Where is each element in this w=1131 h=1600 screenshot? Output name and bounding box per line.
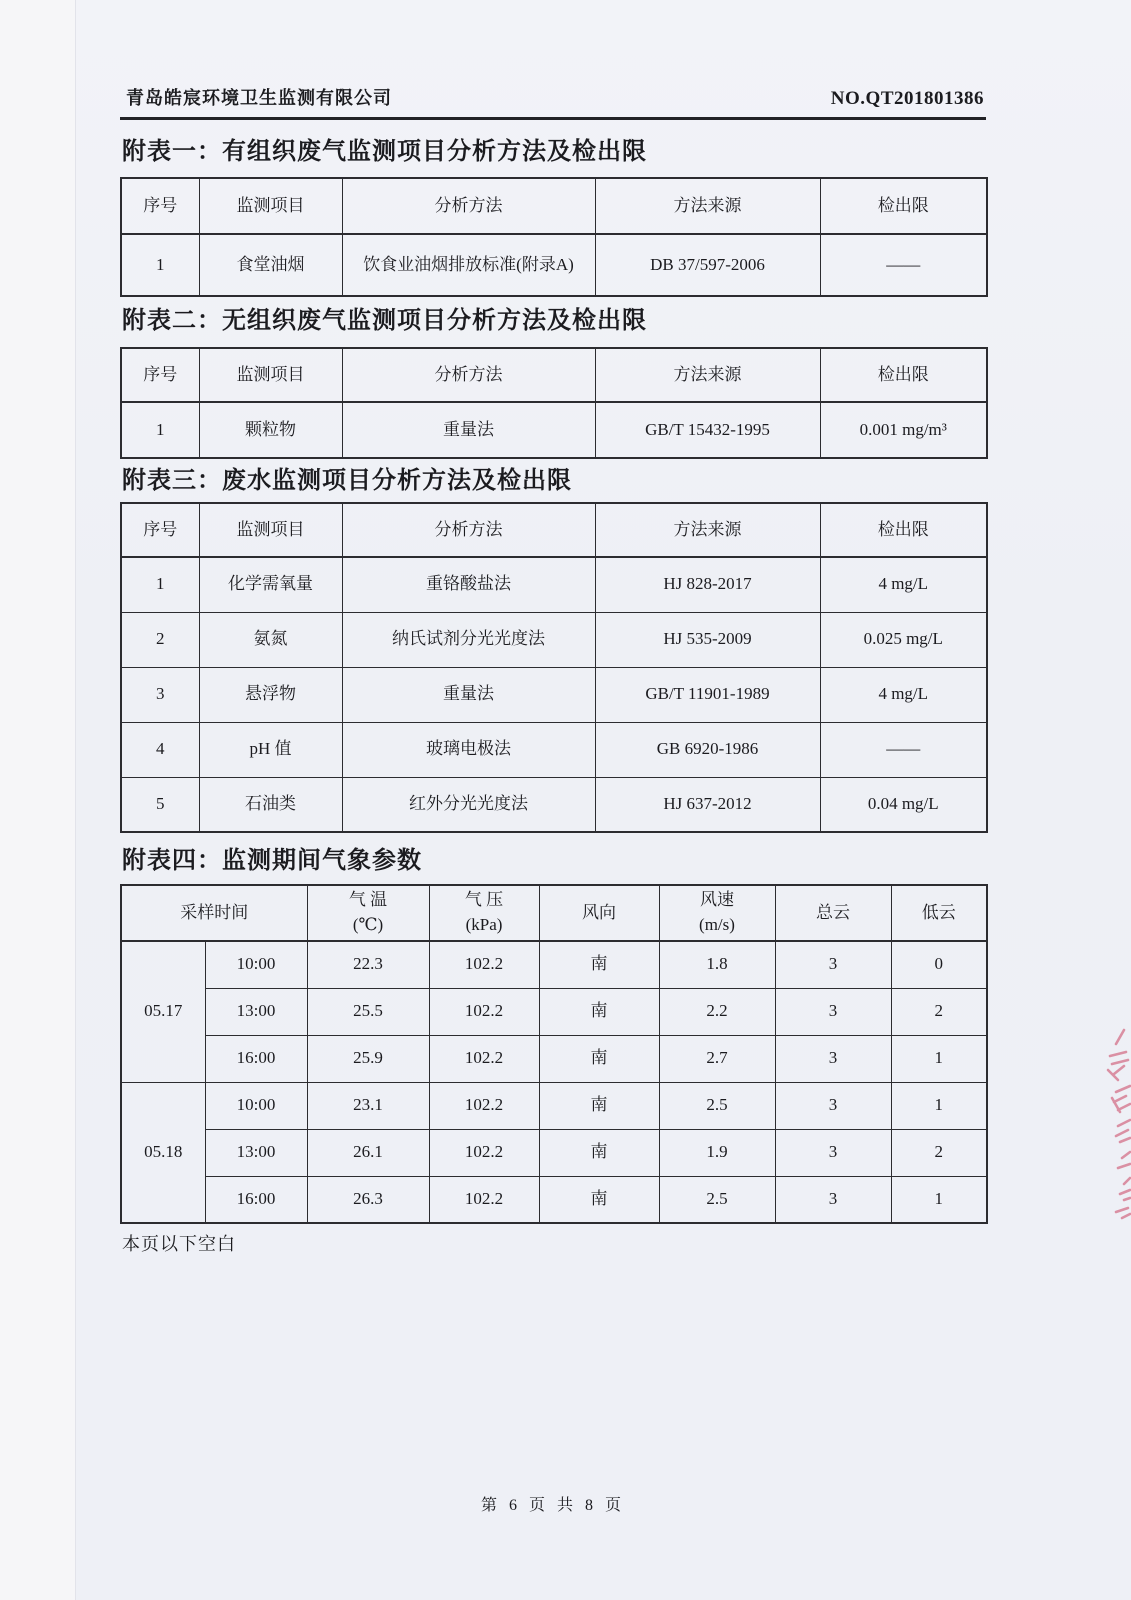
table-cell: 4 mg/L (820, 667, 987, 722)
table-cell: 102.2 (429, 941, 539, 988)
col-header-low-cloud: 低云 (891, 885, 987, 941)
table-cell: 10:00 (205, 941, 307, 988)
col-header-temperature (307, 885, 429, 941)
col-header-limit: 检出限 (820, 348, 987, 402)
table3-row (121, 557, 987, 612)
table3-header-row (121, 503, 987, 557)
col-header-total-cloud: 总云 (775, 885, 891, 941)
table4-title: 附表四：监测期间气象参数 (122, 847, 422, 874)
table-cell: 石油类 (199, 777, 342, 832)
table-cell: 23.1 (307, 1082, 429, 1129)
table4-meteorological (120, 884, 988, 1224)
table1-organized-gas (120, 177, 988, 297)
table-cell: 102.2 (429, 1035, 539, 1082)
table-cell: 红外分光光度法 (342, 777, 595, 832)
table1-row (121, 234, 987, 296)
table3-wastewater (120, 502, 988, 833)
header-line: 气 温 (348, 890, 388, 910)
table-cell: pH 值 (199, 722, 342, 777)
col-header-source: 方法来源 (595, 348, 820, 402)
header-line: (℃) (352, 915, 384, 934)
table-cell: 2 (891, 988, 987, 1035)
table-cell: 1 (121, 234, 199, 296)
table-cell: —— (820, 234, 987, 296)
table-cell: 22.3 (307, 941, 429, 988)
table-cell: DB 37/597-2006 (595, 234, 820, 296)
table-cell: 重铬酸盐法 (342, 557, 595, 612)
col-header-wind-direction: 风向 (539, 885, 659, 941)
table-cell: 0.025 mg/L (820, 612, 987, 667)
table-cell: 3 (775, 941, 891, 988)
table-cell: 0 (891, 941, 987, 988)
col-header-wind-speed (659, 885, 775, 941)
col-header-method: 分析方法 (342, 348, 595, 402)
table-cell: 南 (539, 1176, 659, 1223)
table-cell: 化学需氧量 (199, 557, 342, 612)
table-cell: 3 (775, 988, 891, 1035)
header-line: (kPa) (465, 915, 503, 934)
table-cell: 3 (775, 1082, 891, 1129)
col-header-item: 监测项目 (199, 178, 342, 234)
table-cell: 102.2 (429, 1082, 539, 1129)
blank-below-note: 本页以下空白 (122, 1234, 236, 1254)
table-cell: 饮食业油烟排放标准(附录A) (342, 234, 595, 296)
table-cell: 1 (891, 1035, 987, 1082)
table-cell: 南 (539, 1082, 659, 1129)
table3-row (121, 777, 987, 832)
document-content (120, 84, 986, 1256)
table-cell: HJ 828-2017 (595, 557, 820, 612)
page-number-footer: 第 6 页 共 8 页 (480, 1497, 625, 1514)
date-cell: 05.18 (121, 1082, 205, 1223)
table-cell: 0.001 mg/m³ (820, 402, 987, 458)
table-cell: 2 (121, 612, 199, 667)
table-cell: 纳氏试剂分光光度法 (342, 612, 595, 667)
table2-row (121, 402, 987, 458)
table-cell: HJ 535-2009 (595, 612, 820, 667)
table-cell: 25.9 (307, 1035, 429, 1082)
table-cell: 南 (539, 1129, 659, 1176)
table1-title: 附表一：有组织废气监测项目分析方法及检出限 (122, 138, 647, 165)
table4-row (121, 1176, 987, 1223)
table-cell: 1 (891, 1176, 987, 1223)
table-cell: 食堂油烟 (199, 234, 342, 296)
table-cell: 1 (121, 557, 199, 612)
date-cell: 05.17 (121, 941, 205, 1082)
document-header (120, 84, 986, 120)
col-header-limit: 检出限 (820, 503, 987, 557)
table3-row (121, 667, 987, 722)
table-cell: 13:00 (205, 988, 307, 1035)
table-cell: 26.3 (307, 1176, 429, 1223)
col-header-index: 序号 (121, 348, 199, 402)
col-header-limit: 检出限 (820, 178, 987, 234)
table-cell: GB/T 11901-1989 (595, 667, 820, 722)
table-cell: GB 6920-1986 (595, 722, 820, 777)
table-cell: HJ 637-2012 (595, 777, 820, 832)
table-cell: 1 (891, 1082, 987, 1129)
table4-row (121, 1082, 987, 1129)
table-cell: 4 (121, 722, 199, 777)
table-cell: 南 (539, 988, 659, 1035)
table-cell: 3 (775, 1176, 891, 1223)
table-cell: 4 mg/L (820, 557, 987, 612)
header-line: 气 压 (464, 890, 504, 910)
col-header-item: 监测项目 (199, 503, 342, 557)
table-cell: 2.5 (659, 1176, 775, 1223)
col-header-method: 分析方法 (342, 178, 595, 234)
col-header-pressure (429, 885, 539, 941)
table4-row (121, 988, 987, 1035)
table-cell: 重量法 (342, 667, 595, 722)
col-header-item: 监测项目 (199, 348, 342, 402)
scan-left-margin (0, 0, 76, 1600)
table-cell: 3 (775, 1129, 891, 1176)
table-cell: 102.2 (429, 1129, 539, 1176)
table-cell: 氨氮 (199, 612, 342, 667)
table1-header-row (121, 178, 987, 234)
table-cell: 玻璃电极法 (342, 722, 595, 777)
table3-row (121, 612, 987, 667)
table-cell: 16:00 (205, 1176, 307, 1223)
table2-header-row (121, 348, 987, 402)
company-name: 青岛皓宸环境卫生监测有限公司 (126, 88, 392, 108)
table-cell: 3 (775, 1035, 891, 1082)
table-cell: —— (820, 722, 987, 777)
table-cell: 3 (121, 667, 199, 722)
table-cell: 悬浮物 (199, 667, 342, 722)
table-cell: GB/T 15432-1995 (595, 402, 820, 458)
table2-fugitive-gas (120, 347, 988, 459)
table-cell: 重量法 (342, 402, 595, 458)
table3-row (121, 722, 987, 777)
table-cell: 26.1 (307, 1129, 429, 1176)
table-cell: 0.04 mg/L (820, 777, 987, 832)
table-cell: 102.2 (429, 988, 539, 1035)
col-header-sample-time: 采样时间 (121, 885, 307, 941)
col-header-index: 序号 (121, 178, 199, 234)
table-cell: 25.5 (307, 988, 429, 1035)
table2-title: 附表二：无组织废气监测项目分析方法及检出限 (122, 307, 647, 334)
col-header-source: 方法来源 (595, 503, 820, 557)
col-header-method: 分析方法 (342, 503, 595, 557)
table-cell: 南 (539, 941, 659, 988)
table-cell: 16:00 (205, 1035, 307, 1082)
table-cell: 13:00 (205, 1129, 307, 1176)
table-cell: 1.9 (659, 1129, 775, 1176)
table4-header-row (121, 885, 987, 941)
table-cell: 2 (891, 1129, 987, 1176)
table-cell: 2.2 (659, 988, 775, 1035)
table-cell: 102.2 (429, 1176, 539, 1223)
header-line: (m/s) (699, 915, 735, 934)
report-number: NO.QT201801386 (830, 88, 984, 109)
table-cell: 颗粒物 (199, 402, 342, 458)
col-header-source: 方法来源 (595, 178, 820, 234)
table-cell: 2.5 (659, 1082, 775, 1129)
red-stamp-partial (1066, 1022, 1131, 1222)
table-cell: 南 (539, 1035, 659, 1082)
table-cell: 2.7 (659, 1035, 775, 1082)
table4-row (121, 941, 987, 988)
table-cell: 5 (121, 777, 199, 832)
table-cell: 1 (121, 402, 199, 458)
table3-title: 附表三：废水监测项目分析方法及检出限 (122, 467, 572, 494)
col-header-index: 序号 (121, 503, 199, 557)
header-line: 风速 (700, 890, 734, 910)
table4-row (121, 1035, 987, 1082)
table-cell: 1.8 (659, 941, 775, 988)
table-cell: 10:00 (205, 1082, 307, 1129)
table4-row (121, 1129, 987, 1176)
